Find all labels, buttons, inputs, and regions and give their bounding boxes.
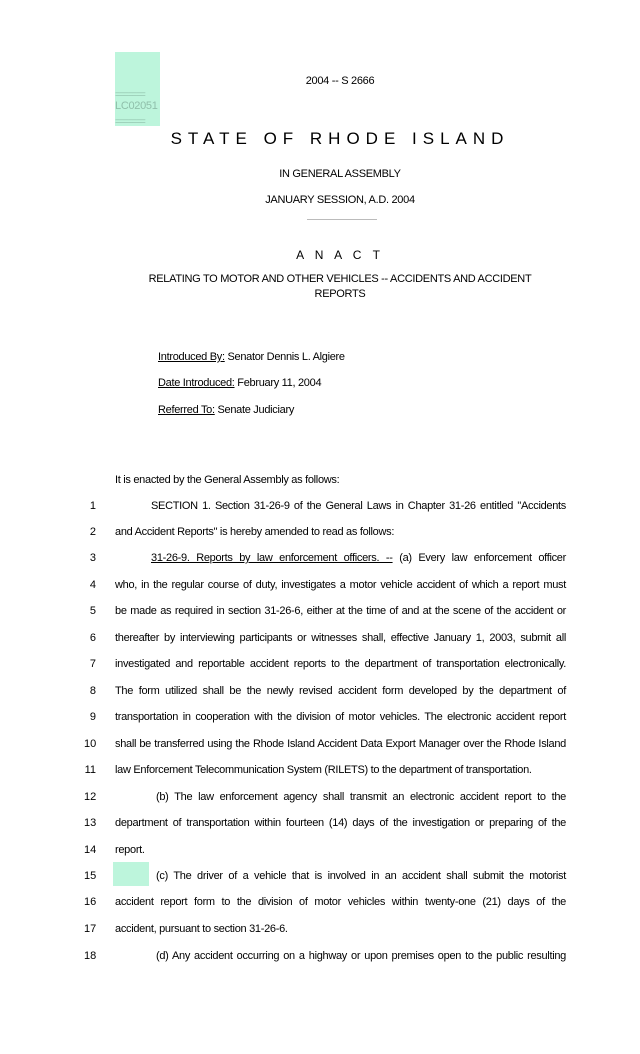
body-line: report. [115,844,145,856]
header-divider [307,219,377,220]
lc-number: LC02051 [115,100,158,112]
section-heading: 31-26-9. Reports by law enforcement officers. -- [151,552,393,564]
body-line: investigated and reportable accident reports to the department of transportation electronically. [115,658,566,670]
line-number: 14 [84,844,97,856]
state-title: STATE OF RHODE ISLAND [170,129,510,148]
body-line: and Accident Reports" is hereby amended to read as follows: [115,526,395,538]
assembly-line: IN GENERAL ASSEMBLY [279,168,401,180]
line-number: 7 [89,658,96,670]
body-line: transportation in cooperation with the division of motor vehicles. The electronic accident report [115,711,566,723]
body-line: accident, pursuant to section 31-26-6. [115,923,288,935]
line-number: 2 [89,526,96,538]
line-number: 8 [89,685,96,697]
line-number: 15 [84,870,97,882]
body-line: The form utilized shall be the newly revised accident form developed by the department of [115,685,566,697]
body-line: department of transportation within fourteen (14) days of the investigation or preparing of the [115,817,566,829]
line-number: 1 [89,500,96,512]
body-line: thereafter by interviewing participants or witnesses shall, effective January 1, 2003, submit all [115,632,566,644]
session-line: JANUARY SESSION, A.D. 2004 [265,194,415,206]
lc-rule-top: ======= [115,89,145,99]
section-heading-text: (a) Every law enforcement officer [392,552,566,564]
date-introduced [158,377,321,389]
referred-to-label: Referred To: [158,404,215,416]
body-line: (c) The driver of a vehicle that is involved in an accident shall submit the motorist [156,870,566,882]
line-number: 12 [84,791,97,803]
line-number: 6 [89,632,96,644]
line-number: 13 [84,817,97,829]
line-15-highlight [113,862,149,886]
body-line: SECTION 1. Section 31-26-9 of the General Laws in Chapter 31-26 entitled "Accidents [151,500,566,512]
date-introduced-label: Date Introduced: [158,377,235,389]
body-line: law Enforcement Telecommunication System (RILETS) to the department of transportation. [115,764,532,776]
an-act-heading: A N A C T [296,248,384,262]
enacting-clause: It is enacted by the General Assembly as follows: [115,474,340,486]
line-number: 16 [84,896,97,908]
body-line: (d) Any accident occurring on a highway or upon premises open to the public resulting [156,950,566,962]
lc-rule-bottom: ======= [115,116,145,126]
line-number: 3 [89,552,96,564]
introduced-by [158,351,345,363]
introduced-by-label: Introduced By: [158,351,225,363]
line-number: 10 [84,738,97,750]
introduced-by-value: Senator Dennis L. Algiere [224,351,345,363]
bill-number: 2004 -- S 2666 [305,75,375,87]
date-introduced-value: February 11, 2004 [234,377,322,389]
body-line: who, in the regular course of duty, investigates a motor vehicle accident of which a report must [115,579,566,591]
body-line: (b) The law enforcement agency shall transmit an electronic accident report to the [156,791,566,803]
referred-to [158,404,294,416]
body-line: be made as required in section 31-26-6, either at the time of and at the scene of the accident or [115,605,566,617]
line-number: 18 [84,950,97,962]
relating-line-1: RELATING TO MOTOR AND OTHER VEHICLES -- ACCIDENTS AND ACCIDENT [148,273,532,285]
line-number: 5 [89,605,96,617]
line-number: 11 [84,764,96,776]
body-line: accident report form to the division of motor vehicles within twenty-one (21) days of the [115,896,566,908]
body-line: shall be transferred using the Rhode Island Accident Data Export Manager over the Rhode Island [115,738,566,750]
body-line [151,552,566,564]
line-number: 9 [89,711,96,723]
line-number: 17 [84,923,97,935]
referred-to-value: Senate Judiciary [214,404,295,416]
line-number: 4 [89,579,96,591]
relating-line-2: REPORTS [314,288,366,300]
